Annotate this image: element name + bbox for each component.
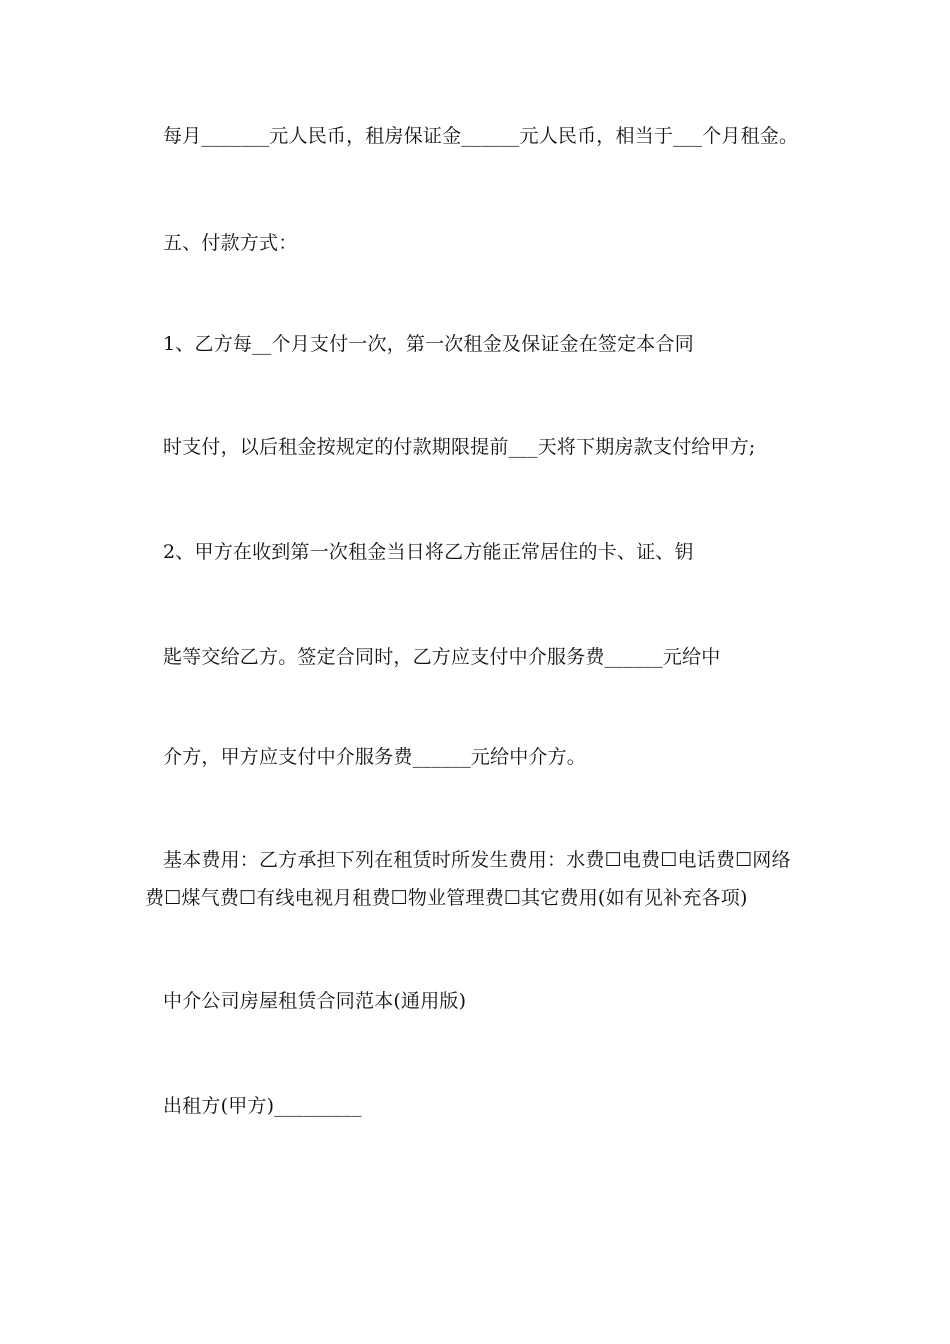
lessor-party-a-field: 出租方(甲方)_________ [163, 1095, 362, 1117]
contract-title: 中介公司房屋租赁合同范本(通用版) [163, 990, 467, 1012]
paragraph-payment-1-line-2: 时支付，以后租金按规定的付款期限提前___天将下期房款支付给甲方; [163, 436, 756, 458]
paragraph-payment-2-line-3: 介方，甲方应支付中介服务费______元给中介方。 [163, 746, 587, 768]
paragraph-basic-fees-line-2: 费☐煤气费☐有线电视月租费☐物业管理费☐其它费用(如有见补充各项) [145, 887, 748, 909]
heading-payment-method: 五、付款方式： [163, 232, 298, 254]
paragraph-basic-fees-line-1: 基本费用：乙方承担下列在租赁时所发生费用：水费☐电费☐电话费☐网络 [163, 849, 791, 871]
paragraph-payment-1-line-1: 1、乙方每__个月支付一次，第一次租金及保证金在签定本合同 [163, 333, 694, 355]
paragraph-payment-2-line-2: 匙等交给乙方。签定合同时，乙方应支付中介服务费______元给中 [163, 646, 721, 668]
paragraph-rent-deposit: 每月_______元人民币，租房保证金______元人民币，相当于___个月租金。 [163, 125, 799, 147]
paragraph-payment-2-line-1: 2、甲方在收到第一次租金当日将乙方能正常居住的卡、证、钥 [163, 541, 694, 563]
